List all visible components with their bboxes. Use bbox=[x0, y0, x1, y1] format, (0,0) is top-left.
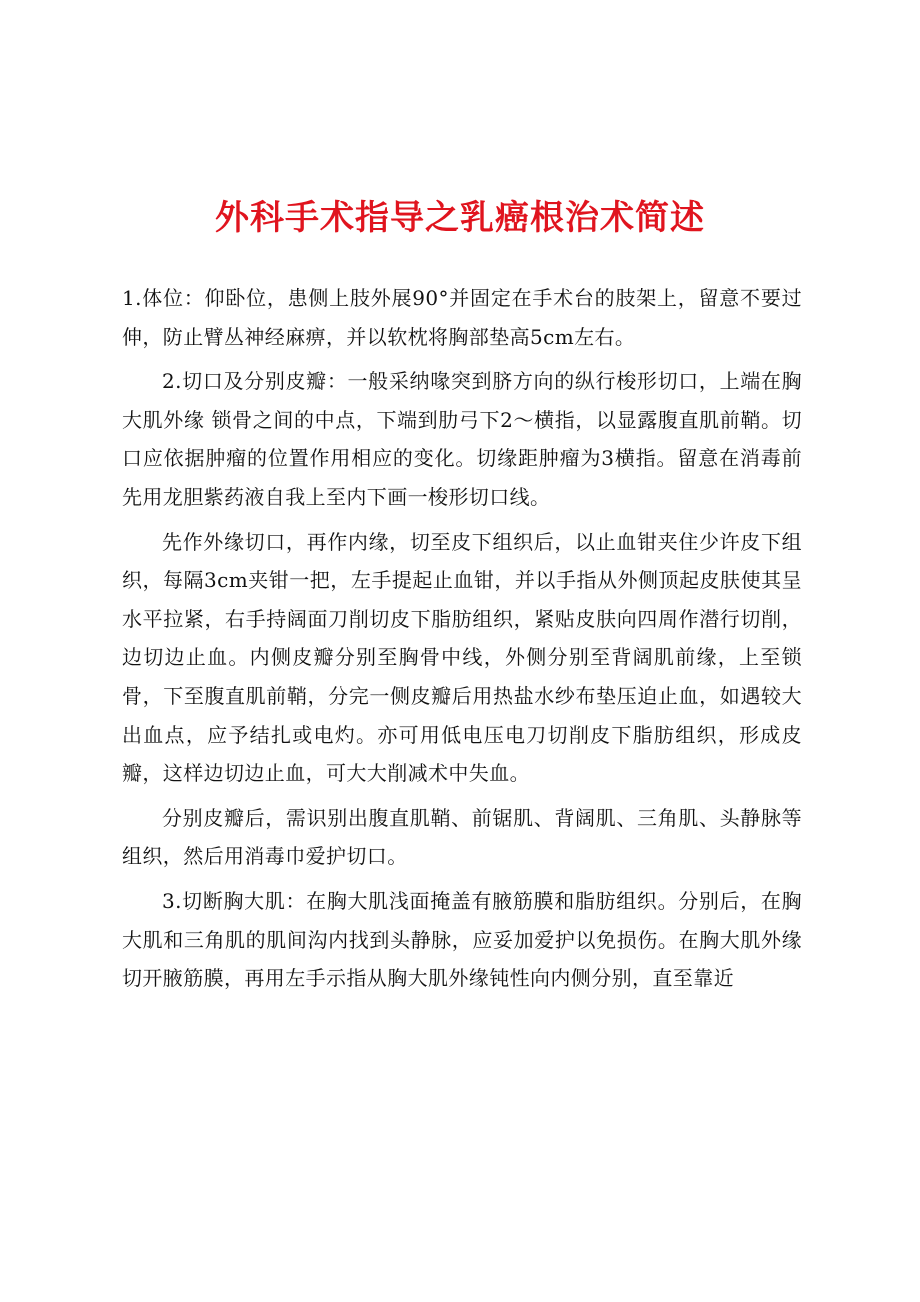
paragraph-skin-flap: 先作外缘切口，再作内缘，切至皮下组织后，以止血钳夹住少许皮下组织，每隔3cm夹钳一把，左手提起止血钳，并以手指从外侧顶起皮肤使其呈水平拉紧，右手持阔面刀削切皮下脂肪组织，紧贴皮肤向四周作潜行切削，边切边止血。内侧皮瓣分别至胸骨中线，外侧分别至背阔肌前缘，上至锁骨，下至腹直肌前鞘，分完一侧皮瓣后用热盐水纱布垫压迫止血，如遇较大出血点，应予结扎或电灼。亦可用低电压电刀切削皮下脂肪组织，形成皮瓣，这样边切边止血，可大大削减术中失血。 bbox=[122, 529, 802, 786]
paragraph-identify-structures: 分别皮瓣后，需识别出腹直肌鞘、前锯肌、背阔肌、三角肌、头静脉等组织，然后用消毒巾爱护切口。 bbox=[122, 805, 802, 869]
paragraph-position: 1.体位：仰卧位，患侧上肢外展90°并固定在手术台的肢架上，留意不要过伸，防止臂丛神经麻痹，并以软枕将胸部垫高5cm左右。 bbox=[122, 286, 802, 349]
paragraph-pectoralis: 3.切断胸大肌：在胸大肌浅面掩盖有腋筋膜和脂肪组织。分别后，在胸大肌和三角肌的肌间沟内找到头静脉，应妥加爱护以免损伤。在胸大肌外缘切开腋筋膜，再用左手示指从胸大肌外缘钝性向内侧分别，直至靠近 bbox=[122, 888, 802, 991]
paragraph-incision: 2.切口及分别皮瓣：一般采纳喙突到脐方向的纵行梭形切口，上端在胸大肌外缘 锁骨之间的中点，下端到肋弓下2～横指，以显露腹直肌前鞘。切口应依据肿瘤的位置作用相应的变化。切缘距肿瘤为3横指。留意在消毒前先用龙胆紫药液自我上至内下画一梭形切口线。 bbox=[122, 369, 802, 509]
document-body bbox=[122, 279, 802, 1004]
document-title: 外科手术指导之乳癌根治术简述 bbox=[215, 198, 705, 238]
